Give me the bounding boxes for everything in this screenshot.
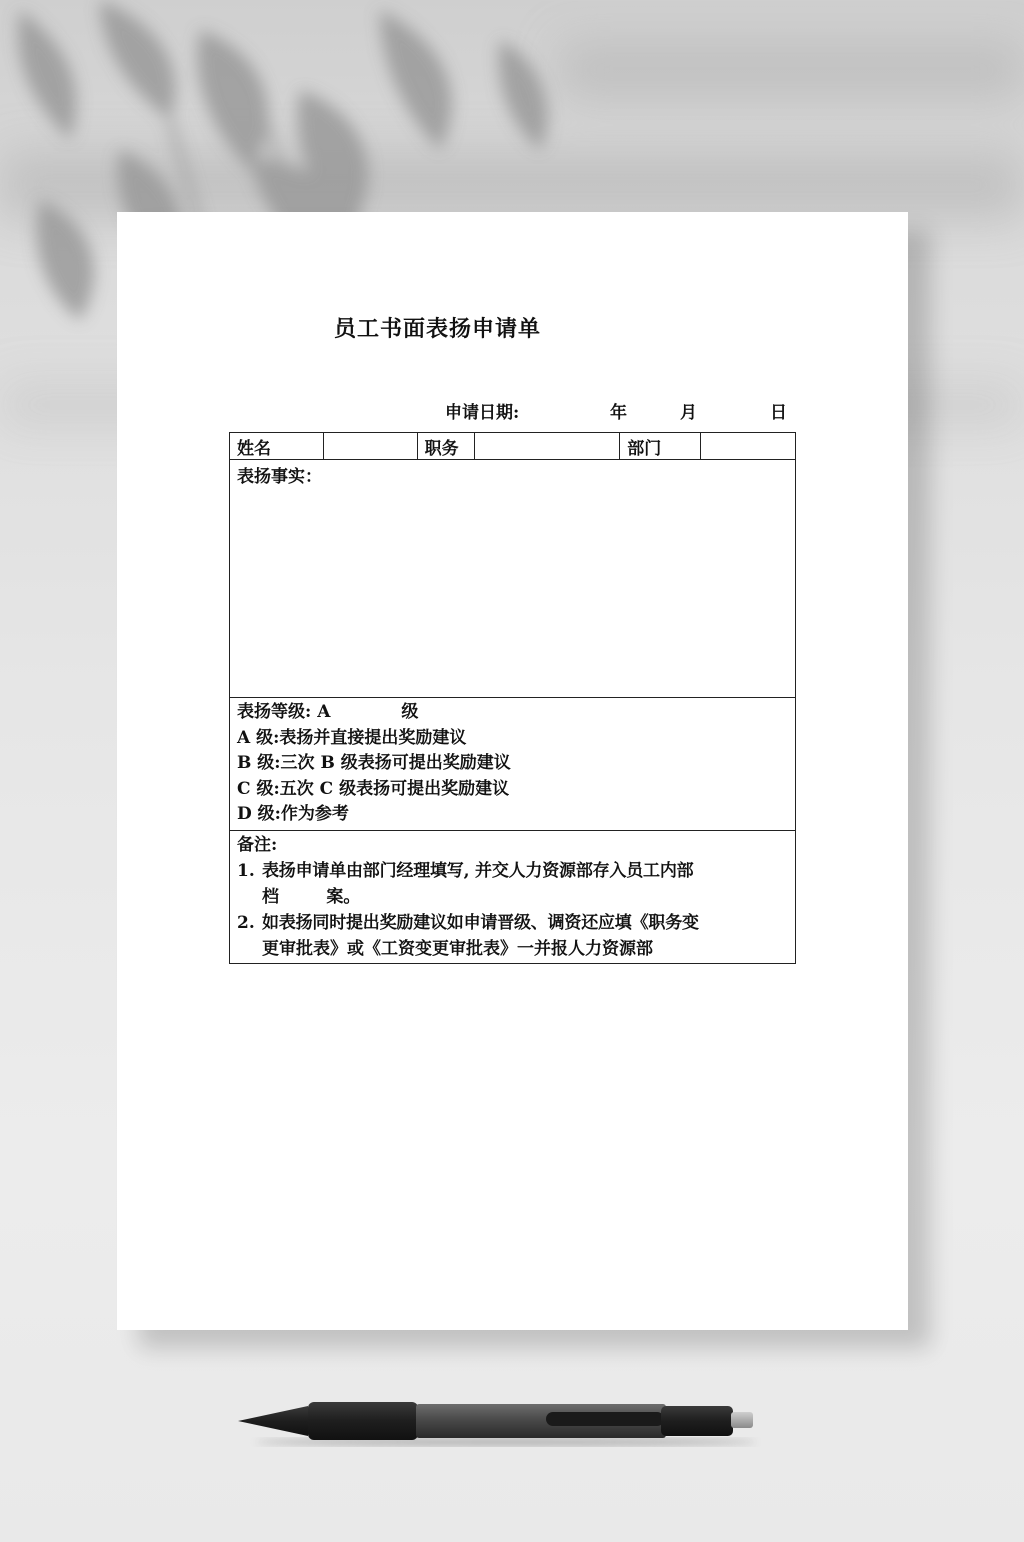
note-number: 2. <box>237 913 255 933</box>
note-line: 更审批表》或《工资变更审批表》一并报人力资源部 <box>262 939 653 959</box>
date-label: 申请日期: <box>445 403 520 423</box>
name-field[interactable] <box>323 433 417 460</box>
facts-field[interactable] <box>230 460 796 698</box>
levels-cell <box>230 698 796 831</box>
pen-icon <box>236 1398 761 1448</box>
note-text <box>262 858 788 910</box>
note-line: 表扬申请单由部门经理填写, 并交人力资源部存入员工内部 <box>262 861 694 881</box>
notes-cell <box>230 830 796 964</box>
application-date-row <box>445 398 795 424</box>
levels-heading: 表扬等级: A 级 <box>237 702 419 722</box>
note-text <box>262 910 788 962</box>
note-line: 档 案。 <box>262 887 361 907</box>
level-item: A 级:表扬并直接提出奖励建议 <box>237 727 467 748</box>
level-item: D 级:作为参考 <box>237 804 349 824</box>
note-number: 1. <box>237 861 255 881</box>
note-item <box>237 910 788 962</box>
department-field[interactable] <box>701 433 796 460</box>
notes-heading: 备注: <box>237 834 278 855</box>
name-label: 姓名 <box>230 433 324 460</box>
facts-row <box>230 460 796 698</box>
facts-label: 表扬事实： <box>237 467 322 487</box>
form-paper <box>117 212 908 1330</box>
date-day-label: 日 <box>770 403 787 423</box>
header-row <box>230 433 796 460</box>
note-line: 如表扬同时提出奖励建议如申请晋级、调资还应填《职务变 <box>262 913 699 933</box>
date-month-label: 月 <box>680 403 697 423</box>
date-year-label: 年 <box>610 403 627 423</box>
level-item: C 级:五次 C 级表扬可提出奖励建议 <box>237 778 510 799</box>
position-label: 职务 <box>417 433 474 460</box>
note-item <box>237 858 788 910</box>
notes-row <box>230 830 796 964</box>
position-field[interactable] <box>474 433 620 460</box>
level-item: B 级:三次 B 级表扬可提出奖励建议 <box>237 753 511 773</box>
department-label: 部门 <box>620 433 701 460</box>
commendation-form-table <box>229 432 796 964</box>
page-title: 员工书面表扬申请单 <box>333 316 541 342</box>
levels-row <box>230 698 796 831</box>
